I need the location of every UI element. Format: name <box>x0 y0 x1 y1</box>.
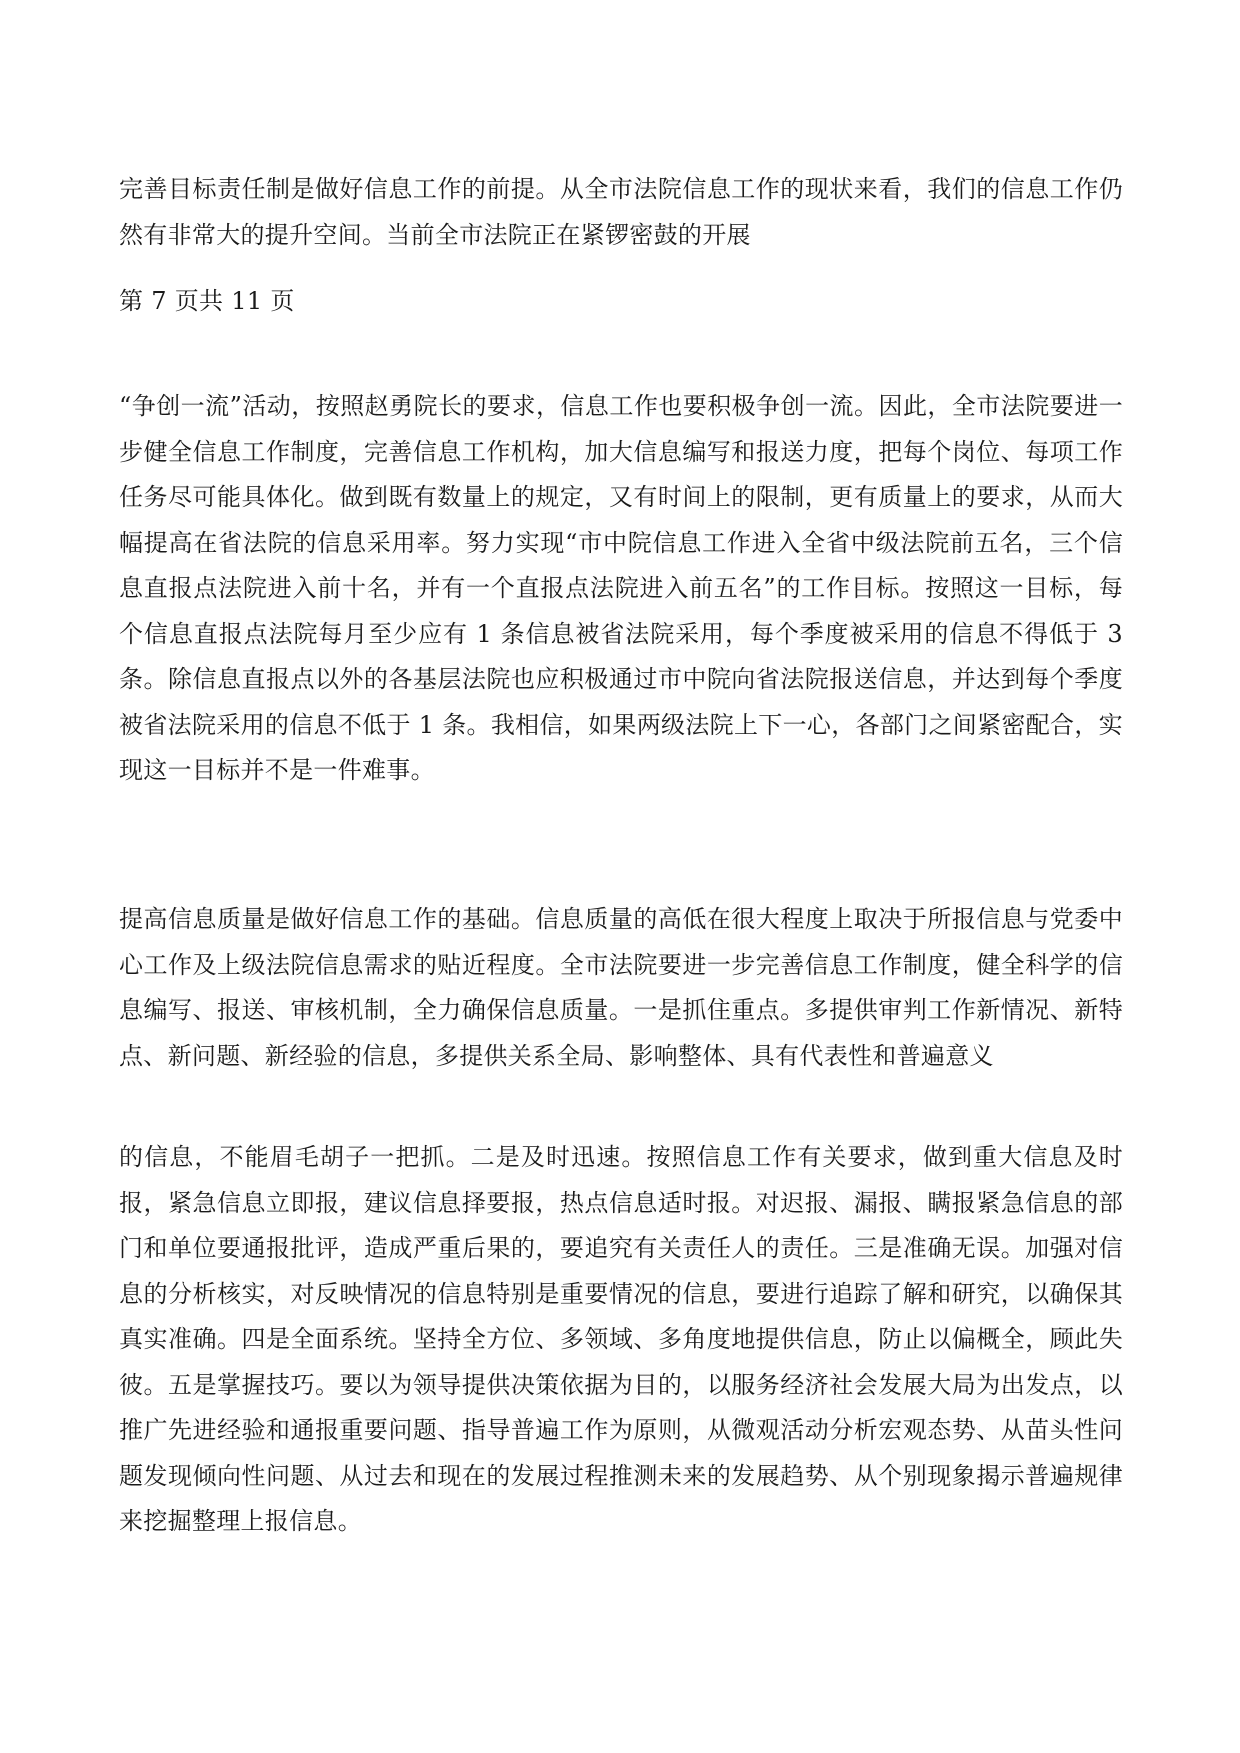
paragraph-2: “争创一流”活动，按照赵勇院长的要求，信息工作也要积极争创一流。因此，全市法院要进一步健全信息工作制度，完善信息工作机构，加大信息编写和报送力度，把每个岗位、每项工作任务尽可能具体化。做到既有数量上的规定，又有时间上的限制，更有质量上的要求，从而大幅提高在省法院的信息采用率。努力实现“市中院信息工作进入全省中级法院前五名，三个信息直报点法院进入前十名，并有一个直报点法院进入前五名”的工作目标。按照这一目标，每个信息直报点法院每月至少应有 1 条信息被省法院采用，每个季度被采用的信息不得低于 3 条。除信息直报点以外的各基层法院也应积极通过市中院向省法院报送信息，并达到每个季度被省法院采用的信息不低于 1 条。我相信，如果两级法院上下一心，各部门之间紧密配合，实现这一目标并不是一件难事。 <box>119 392 1123 784</box>
page-number: 第 7 页共 11 页 <box>119 287 295 315</box>
paragraph-3: 提高信息质量是做好信息工作的基础。信息质量的高低在很大程度上取决于所报信息与党委中心工作及上级法院信息需求的贴近程度。全市法院要进一步完善信息工作制度，健全科学的信息编写、报送、审核机制，全力确保信息质量。一是抓住重点。多提供审判工作新情况、新特点、新问题、新经验的信息，多提供关系全局、影响整体、具有代表性和普遍意义 <box>119 905 1123 1070</box>
paragraph-4: 的信息，不能眉毛胡子一把抓。二是及时迅速。按照信息工作有关要求，做到重大信息及时报，紧急信息立即报，建议信息择要报，热点信息适时报。对迟报、漏报、瞒报紧急信息的部门和单位要通报批评，造成严重后果的，要追究有关责任人的责任。三是准确无误。加强对信息的分析核实，对反映情况的信息特别是重要情况的信息，要进行追踪了解和研究，以确保其真实准确。四是全面系统。坚持全方位、多领域、多角度地提供信息，防止以偏概全，顾此失彼。五是掌握技巧。要以为领导提供决策依据为目的，以服务经济社会发展大局为出发点，以推广先进经验和通报重要问题、指导普遍工作为原则，从微观活动分析宏观态势、从苗头性问题发现倾向性问题、从过去和现在的发展过程推测未来的发展趋势、从个别现象揭示普遍规律来挖掘整理上报信息。 <box>119 1143 1123 1535</box>
paragraph-1: 完善目标责任制是做好信息工作的前提。从全市法院信息工作的现状来看，我们的信息工作仍然有非常大的提升空间。当前全市法院正在紧锣密鼓的开展 <box>119 175 1123 249</box>
